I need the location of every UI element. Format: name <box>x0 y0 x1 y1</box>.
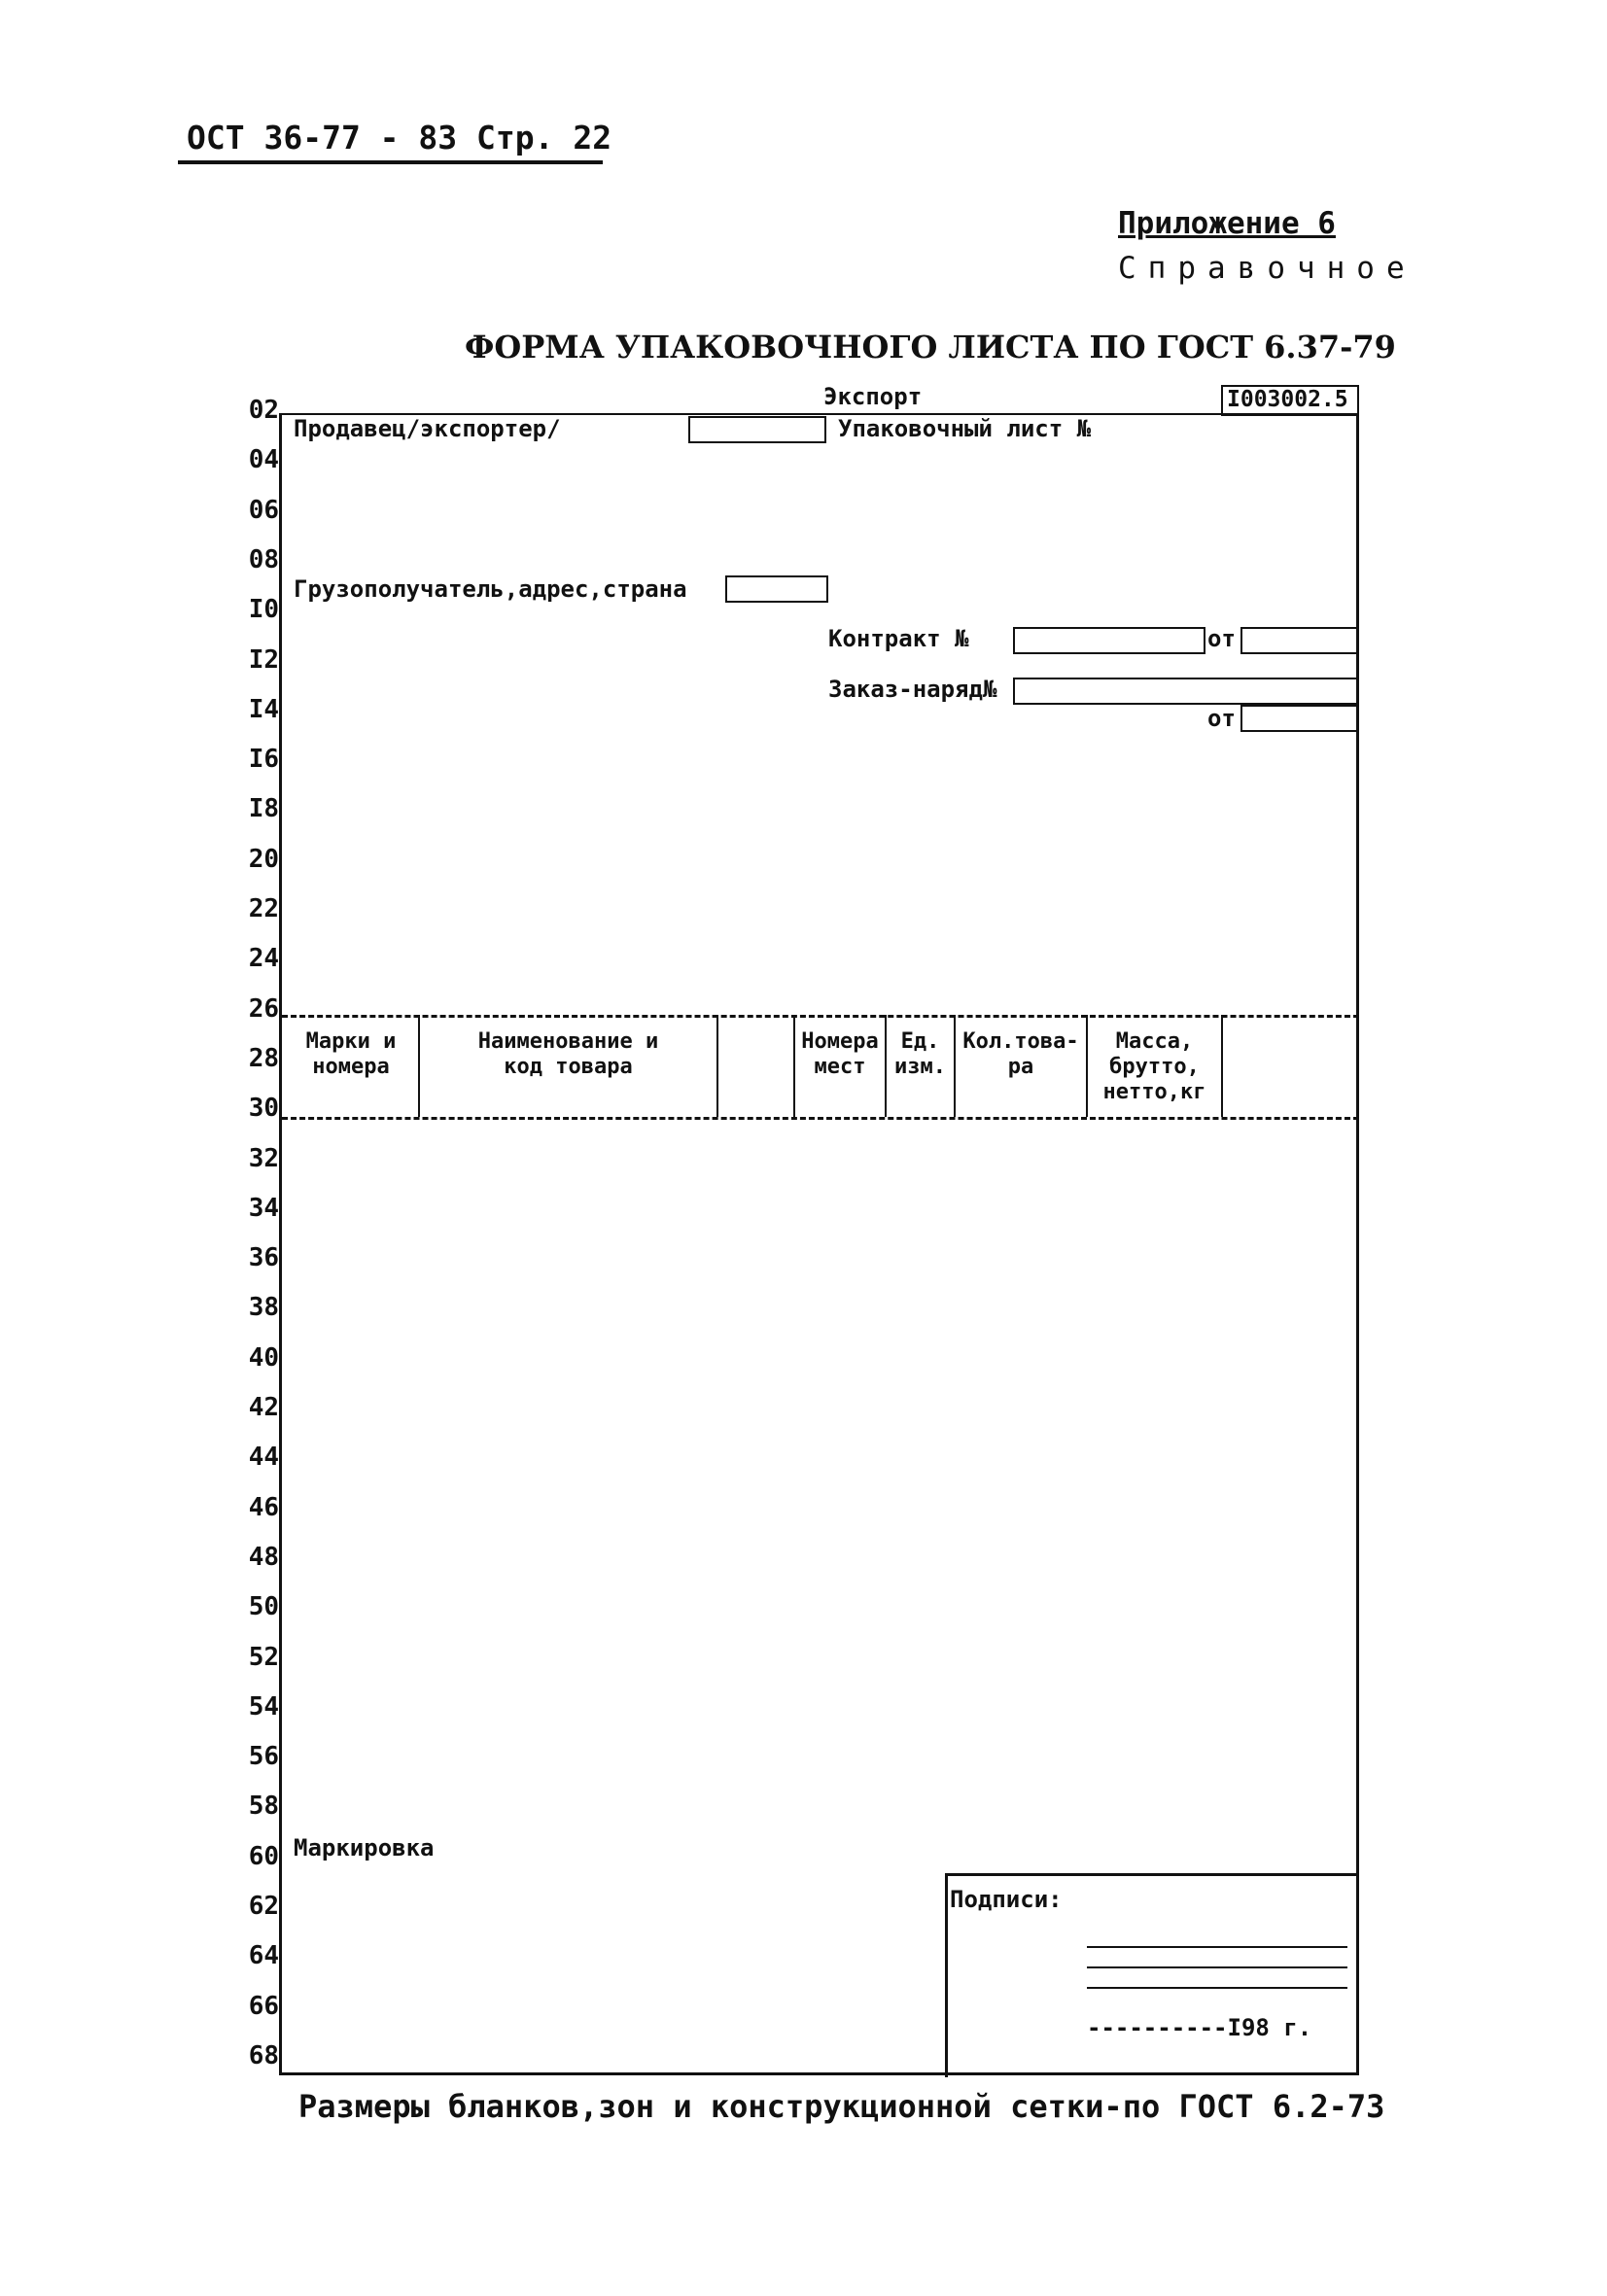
col-header-mass: Масса, брутто, нетто,кг <box>1102 1029 1206 1104</box>
appendix-number: Приложение 6 <box>1118 206 1336 241</box>
row-number: 40 <box>248 1342 279 1373</box>
row-number: 50 <box>248 1592 279 1622</box>
seller-field[interactable] <box>688 416 826 443</box>
row-number: 08 <box>248 544 279 574</box>
col-divider <box>1221 1015 1223 1117</box>
consignee-field[interactable] <box>725 575 828 603</box>
row-number: 04 <box>248 445 279 475</box>
row-number: I0 <box>248 595 279 625</box>
row-number: 06 <box>248 495 279 525</box>
standard-header: ОСТ 36-77 - 83 Стр. 22 <box>187 119 612 157</box>
row-number: 34 <box>248 1193 279 1223</box>
signature-line[interactable] <box>1087 1966 1347 1968</box>
row-number: 48 <box>248 1542 279 1572</box>
appendix-type: Справочное <box>1118 251 1416 286</box>
col-header-name: Наименование и код товара <box>477 1029 659 1079</box>
col-header-marks: Марки и номера <box>305 1029 397 1079</box>
row-number: 54 <box>248 1691 279 1722</box>
packing-list-form <box>279 413 1359 2075</box>
row-number: 58 <box>248 1792 279 1822</box>
row-number: 66 <box>248 1991 279 2021</box>
year-label: ----------I98 г. <box>1087 2014 1312 2041</box>
table-bottom-line <box>282 1117 1359 1120</box>
row-number: 30 <box>248 1094 279 1124</box>
row-number: 62 <box>248 1892 279 1921</box>
row-number: 32 <box>248 1143 279 1173</box>
footer-note: Размеры бланков,зон и конструкционной сетки-по ГОСТ 6.2-73 <box>298 2088 1385 2125</box>
row-number: 56 <box>248 1742 279 1772</box>
row-number: I8 <box>248 794 279 824</box>
contract-date-field[interactable] <box>1240 627 1359 654</box>
order-from-label: от <box>1207 705 1236 732</box>
row-number: 38 <box>248 1293 279 1323</box>
header-underline <box>178 160 603 164</box>
contract-field[interactable] <box>1013 627 1205 654</box>
export-label: Экспорт <box>823 383 923 410</box>
contract-label: Контракт № <box>828 625 969 652</box>
marking-label: Маркировка <box>294 1834 435 1861</box>
row-number: I6 <box>248 745 279 775</box>
signature-line[interactable] <box>1087 1987 1347 1989</box>
row-number: 36 <box>248 1243 279 1273</box>
row-number: 26 <box>248 993 279 1024</box>
col-divider <box>716 1015 718 1117</box>
row-number: 24 <box>248 944 279 974</box>
col-header-quantity: Кол.това- ра <box>962 1029 1079 1079</box>
row-number: 64 <box>248 1941 279 1971</box>
row-number: 68 <box>248 2040 279 2070</box>
order-field[interactable] <box>1013 678 1359 705</box>
col-header-places: Номера мест <box>801 1029 879 1079</box>
row-number: I4 <box>248 694 279 724</box>
signature-line[interactable] <box>1087 1946 1347 1948</box>
form-code-box <box>1221 385 1359 416</box>
row-number: 46 <box>248 1492 279 1522</box>
row-number: 60 <box>248 1841 279 1871</box>
order-date-field[interactable] <box>1240 705 1359 732</box>
row-number: 22 <box>248 894 279 923</box>
row-number: I2 <box>248 644 279 675</box>
table-top-line <box>282 1015 1359 1018</box>
page-title: ФОРМА УПАКОВОЧНОГО ЛИСТА ПО ГОСТ 6.37-79 <box>465 329 1396 365</box>
packing-list-label: Упаковочный лист № <box>838 415 1092 442</box>
contract-from-label: от <box>1207 625 1236 652</box>
row-number: 28 <box>248 1043 279 1073</box>
row-number: 44 <box>248 1443 279 1473</box>
form-code: I003002.5 <box>1227 387 1348 412</box>
signatures-label: Подписи: <box>950 1886 1063 1913</box>
signatures-box <box>945 1873 1359 2077</box>
row-number: 42 <box>248 1393 279 1422</box>
seller-label: Продавец/экспортер/ <box>294 415 561 442</box>
col-header-unit: Ед. изм. <box>894 1029 946 1079</box>
row-number: 02 <box>248 396 279 425</box>
row-number: 20 <box>248 844 279 874</box>
order-label: Заказ-наряд№ <box>828 676 997 703</box>
row-number: 52 <box>248 1642 279 1672</box>
consignee-label: Грузополучатель,адрес,страна <box>294 575 687 603</box>
